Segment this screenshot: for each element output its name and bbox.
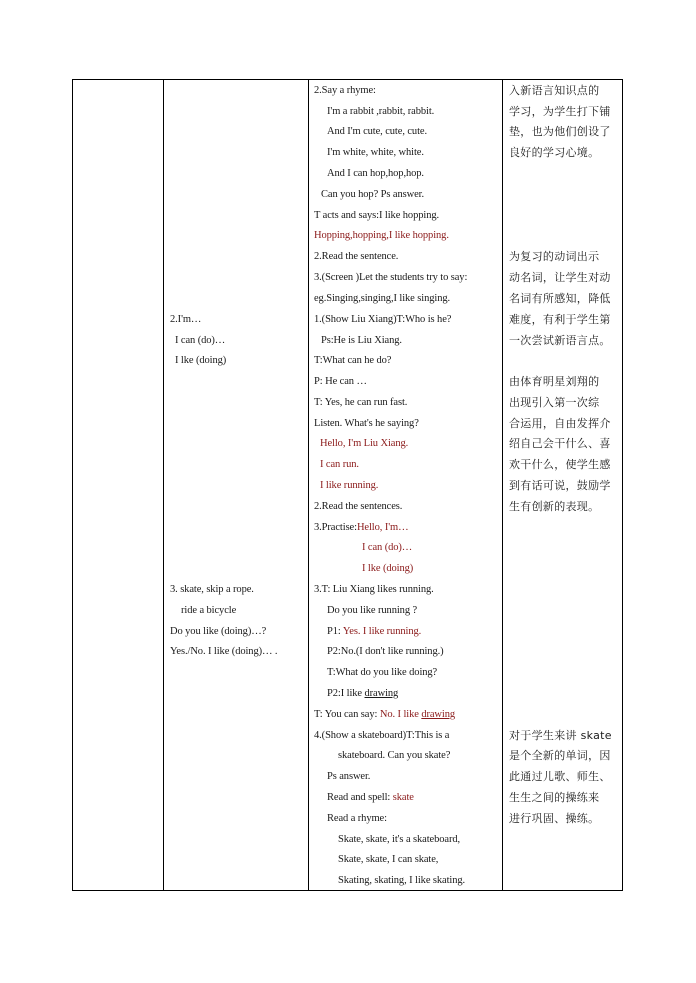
practise-label: 3.Practise: xyxy=(314,522,357,533)
intent-line: 由体育明星刘翔的 xyxy=(509,375,600,388)
key-point-line: Yes./No. I like (doing)… . xyxy=(170,646,278,657)
procedure-line: Can you hop? Ps answer. xyxy=(321,189,424,200)
intent-line: 入新语言知识点的 xyxy=(509,84,600,97)
t-say-prefix: T: You can say: xyxy=(314,709,380,720)
intent-line: 学习，为学生打下铺 xyxy=(509,105,611,118)
p2-like-prefix: P2:I like xyxy=(327,688,365,699)
procedure-line xyxy=(314,521,408,534)
key-point-line: 2.I'm… xyxy=(170,314,202,325)
procedure-line-highlight: I like running. xyxy=(320,480,379,491)
procedure-line: Do you like running ? xyxy=(327,605,418,616)
procedure-heading: 2.Say a rhyme: xyxy=(314,85,376,96)
intent-line: 生有创新的表现。 xyxy=(509,500,600,513)
practise-hello: Hello, I'm… xyxy=(356,522,409,533)
intent-line: 进行巩固、操练。 xyxy=(509,812,600,825)
key-point-line: I can (do)… xyxy=(175,335,226,346)
key-point-line: I lke (doing) xyxy=(175,355,227,366)
procedure-line xyxy=(314,708,455,721)
practise-line: I can (do)… xyxy=(362,542,413,553)
procedure-line: 4.(Show a skateboard)T:This is a xyxy=(314,730,450,741)
procedure-line-highlight: Hopping,hopping,I like hopping. xyxy=(314,230,449,241)
intent-line: 一次尝试新语言点。 xyxy=(509,334,611,347)
intent-line: 绍自己会干什么、喜 xyxy=(509,437,611,450)
procedure-line: 3.T: Liu Xiang likes running. xyxy=(314,584,434,595)
key-point-line: ride a bicycle xyxy=(181,605,237,616)
t-say-word: drawing xyxy=(421,709,456,720)
procedure-line xyxy=(327,687,398,700)
procedure-line: skateboard. Can you skate? xyxy=(338,750,451,761)
rhyme-line: I'm a rabbit ,rabbit, rabbit. xyxy=(327,106,435,117)
intent-line: 难度，有利于学生第 xyxy=(509,313,611,326)
procedure-line: P: He can … xyxy=(314,376,367,387)
intent-line: 垫，也为他们创设了 xyxy=(509,125,611,138)
procedure-line: 3.(Screen )Let the students try to say: xyxy=(314,272,468,283)
intent-line: 出现引入第一次综 xyxy=(509,396,600,409)
skate-rhyme-line: Skating, skating, I like skating. xyxy=(338,875,466,886)
procedure-line: T acts and says:I like hopping. xyxy=(314,210,440,221)
intent-line: 到有话可说，鼓励学 xyxy=(509,479,611,492)
procedure-line: Listen. What's he saying? xyxy=(314,418,419,429)
intent-line: 生生之间的操练来 xyxy=(509,791,600,804)
p1-label: P1: xyxy=(327,626,343,637)
intent-line: 欢干什么，使学生感 xyxy=(509,458,611,471)
rhyme-line: I'm white, white, white. xyxy=(327,147,424,158)
practise-line: I lke (doing) xyxy=(362,563,414,574)
procedure-line: 1.(Show Liu Xiang)T:Who is he? xyxy=(314,314,452,325)
rhyme-line: And I can hop,hop,hop. xyxy=(327,168,424,179)
key-point-line: 3. skate, skip a rope. xyxy=(170,584,254,595)
procedure-line xyxy=(327,791,414,804)
procedure-line: eg.Singing,singing,I like singing. xyxy=(314,293,451,304)
procedure-line: T: Yes, he can run fast. xyxy=(314,397,408,408)
procedure-line: P2:No.(I don't like running.) xyxy=(327,646,444,657)
skate-rhyme-line: Skate, skate, it's a skateboard, xyxy=(338,834,461,845)
intent-line: 良好的学习心境。 xyxy=(509,146,600,159)
procedure-line: T:What do you like doing? xyxy=(327,667,438,678)
intent-line: 合运用，自由发挥介 xyxy=(509,417,611,430)
intent-line: 名词有所感知，降低 xyxy=(509,292,611,305)
read-spell-word: skate xyxy=(392,792,414,803)
procedure-line: T:What can he do? xyxy=(314,355,392,366)
p1-answer: Yes. I like running. xyxy=(342,626,422,637)
intent-line: 为复习的动词出示 xyxy=(509,250,600,263)
skate-rhyme-line: Skate, skate, I can skate, xyxy=(338,854,439,865)
procedure-line: Read a rhyme: xyxy=(327,813,387,824)
intent-line: 是个全新的单词，因 xyxy=(509,749,611,762)
procedure-line-highlight: I can run. xyxy=(320,459,359,470)
column-divider xyxy=(163,80,164,890)
column-divider xyxy=(502,80,503,890)
read-spell-label: Read and spell: xyxy=(327,792,393,803)
intent-line: 对于学生来讲 skate xyxy=(509,729,612,742)
column-divider xyxy=(308,80,309,890)
procedure-line: Ps answer. xyxy=(327,771,371,782)
p2-like-word: drawing xyxy=(364,688,399,699)
t-say-red: No. I like xyxy=(379,709,422,720)
procedure-line-highlight: Hello, I'm Liu Xiang. xyxy=(320,438,409,449)
procedure-line: 2.Read the sentences. xyxy=(314,501,403,512)
procedure-line: Ps:He is Liu Xiang. xyxy=(321,335,402,346)
intent-line: 动名词，让学生对动 xyxy=(509,271,611,284)
key-point-line: Do you like (doing)…? xyxy=(170,626,267,637)
procedure-line: 2.Read the sentence. xyxy=(314,251,399,262)
intent-line: 此通过儿歌、师生、 xyxy=(509,770,611,783)
rhyme-line: And I'm cute, cute, cute. xyxy=(327,126,427,137)
procedure-line xyxy=(327,625,421,638)
